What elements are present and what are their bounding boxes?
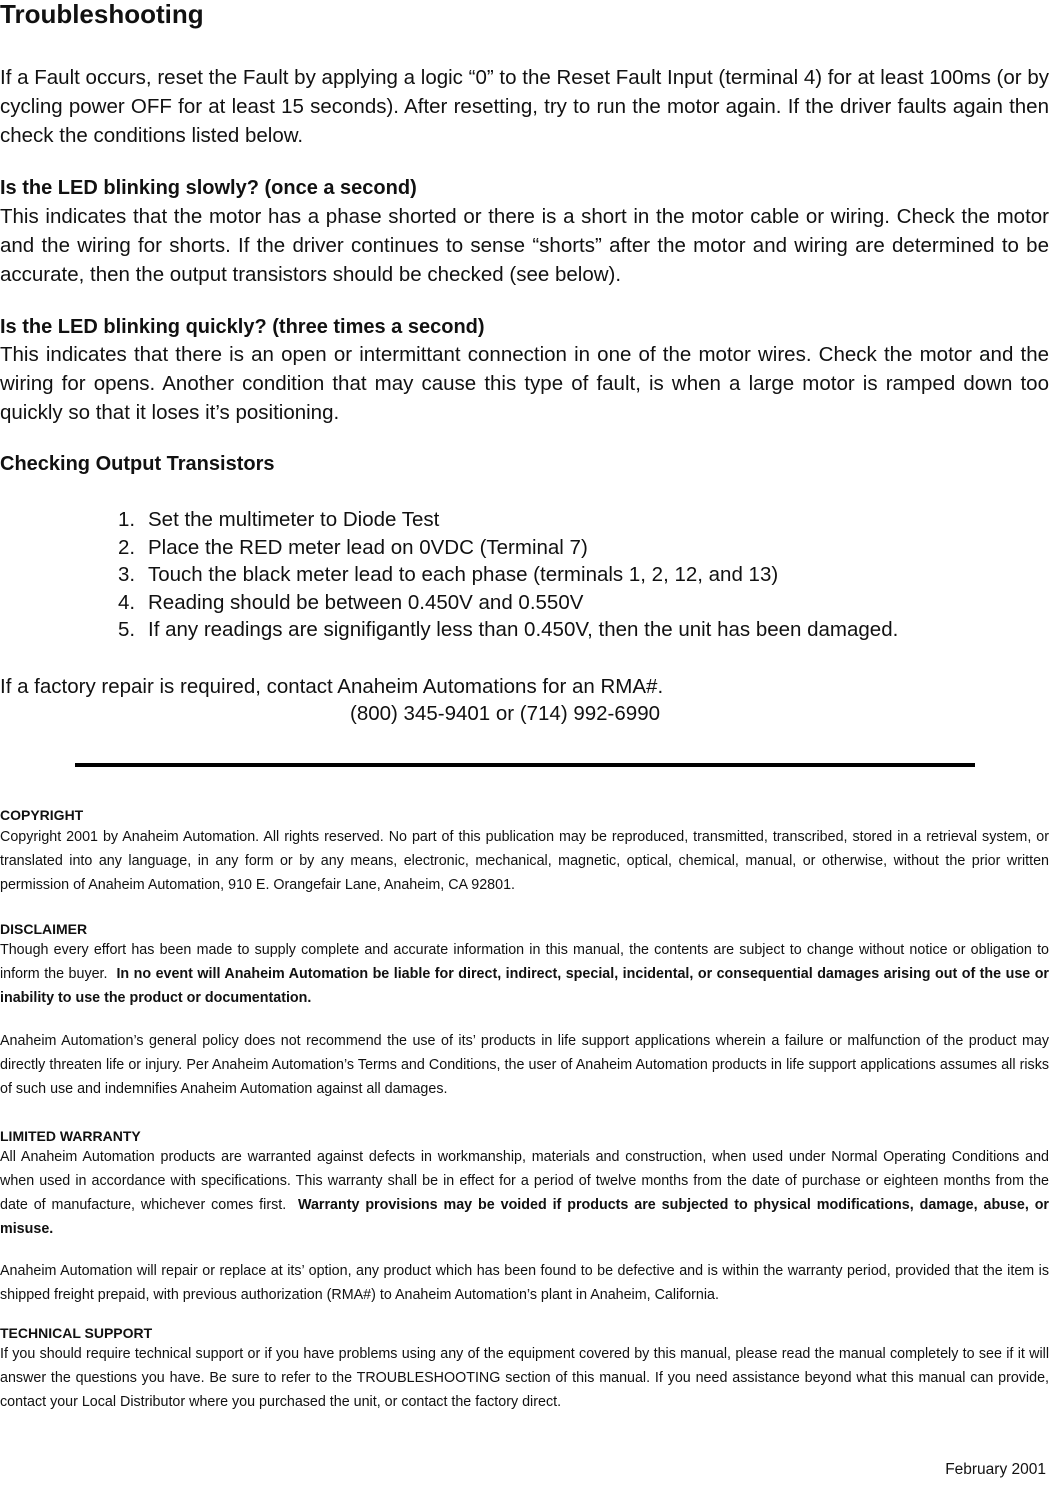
warranty-heading: LIMITED WARRANTY: [0, 1128, 141, 1144]
step-text: Set the multimeter to Diode Test: [148, 508, 440, 531]
copyright-paragraph: Copyright 2001 by Anaheim Automation. All rights reserved. No part of this publication may be reproduced, transmitted, transcribed, stored in a retrieval system, or translated into any language, in any form or by any means, electronic, mechanical, magnetic, optical, chemical, manual, or otherwise, without the prior written permission of Anaheim Automation, 910 E. Orangefair Lane, Anaheim, CA 92801.: [0, 829, 1049, 893]
support-heading: TECHNICAL SUPPORT: [0, 1325, 153, 1341]
step-number: 5.: [118, 618, 136, 641]
step-number: 3.: [118, 563, 136, 586]
list-item: [118, 561, 898, 589]
step-text: Touch the black meter lead to each phase (terminals 1, 2, 12, and 13): [148, 563, 779, 586]
fast-blink-paragraph: This indicates that there is an open or intermittant connection in one of the motor wires. Check the motor and the wiring for opens. Another condition that may cause this type of fault, is when a large motor is ramped down too quickly so that it loses it’s positioning.: [0, 343, 1049, 424]
phone-numbers: (800) 345-9401 or (714) 992-6990: [350, 702, 660, 725]
step-text: Place the RED meter lead on 0VDC (Terminal 7): [148, 535, 588, 559]
step-text: If any readings are signifigantly less than 0.450V, then the unit has been damaged.: [148, 618, 899, 641]
transistor-steps-list: [118, 506, 898, 644]
copyright-heading: COPYRIGHT: [0, 807, 84, 823]
fast-blink-heading: Is the LED blinking quickly? (three times a second): [0, 316, 485, 338]
step-number: 4.: [118, 590, 136, 614]
warranty-text: All Anaheim Automation products are warranted against defects in workmanship, materials and construction, when used under Normal Operating Conditions and when used in accordance with specifications. This warranty shall be in effect for a period of twelve months from the date of purchase or eighteen months from the date of manufacture, whichever comes first.: [0, 1149, 1049, 1213]
list-item: [118, 589, 898, 617]
step-number: 1.: [118, 508, 136, 531]
slow-blink-paragraph: This indicates that the motor has a phase shorted or there is a short in the motor cable or wiring. Check the motor and the wiring for shorts. If the driver continues to sense “shorts” after the motor and wiring are determined to be accurate, then the output transistors should be checked (see below).: [0, 205, 1049, 286]
repair-paragraph: If a factory repair is required, contact Anaheim Automations for an RMA#.: [0, 675, 664, 698]
list-item: [118, 534, 898, 562]
page-title: Troubleshooting: [0, 0, 204, 29]
warranty-paragraph: [0, 1145, 1049, 1241]
list-item: [118, 616, 898, 644]
intro-paragraph: If a Fault occurs, reset the Fault by applying a logic “0” to the Reset Fault Input (terminal 4) for at least 100ms (or by cycling power OFF for at least 15 seconds). After resetting, try to run the motor again. If the driver faults again then check the conditions listed below.: [0, 66, 1049, 147]
step-number: 2.: [118, 535, 136, 559]
warranty-repair-paragraph: Anaheim Automation will repair or replace at its’ option, any product which has been found to be defective and is within the warranty period, provided that the item is shipped freight prepaid, with previous authorization (RMA#) to Anaheim Automation’s plant in Anaheim, California.: [0, 1263, 1049, 1303]
disclaimer-heading: DISCLAIMER: [0, 921, 88, 937]
slow-blink-heading: Is the LED blinking slowly? (once a second): [0, 177, 417, 199]
policy-paragraph: Anaheim Automation’s general policy does not recommend the use of its’ products in life support applications wherein a failure or malfunction of the product may directly threaten life or injury. Per Anaheim Automation’s Terms and Conditions, the user of Anaheim Automation products in life support applications assumes all risks of such use and indemnifies Anaheim Automation against all damages.: [0, 1033, 1049, 1097]
list-item: [118, 506, 898, 534]
publication-date: February 2001: [945, 1461, 1046, 1478]
disclaimer-paragraph: [0, 938, 1049, 1010]
transistors-heading: Checking Output Transistors: [0, 453, 275, 475]
warranty-void-text: Warranty provisions may be voided if products are subjected to physical modifications, damage, abuse, or misuse.: [0, 1197, 1049, 1237]
step-text: Reading should be between 0.450V and 0.550V: [148, 590, 584, 614]
disclaimer-text: Though every effort has been made to supply complete and accurate information in this manual, the contents are subject to change without notice or obligation to inform the buyer.: [0, 942, 1049, 982]
divider: [75, 763, 975, 767]
disclaimer-liability-text: In no event will Anaheim Automation be liable for direct, indirect, special, incidental, or consequential damages arising out of the use or inability to use the product or documentation.: [0, 966, 1049, 1006]
support-paragraph: If you should require technical support or if you have problems using any of the equipment covered by this manual, please read the manual completely to see if it will answer the questions you have. Be sure to refer to the TROUBLESHOOTING section of this manual. If you need assistance beyond what this manual can provide, contact your Local Distributor where you purchased the unit, or contact the factory direct.: [0, 1346, 1049, 1410]
